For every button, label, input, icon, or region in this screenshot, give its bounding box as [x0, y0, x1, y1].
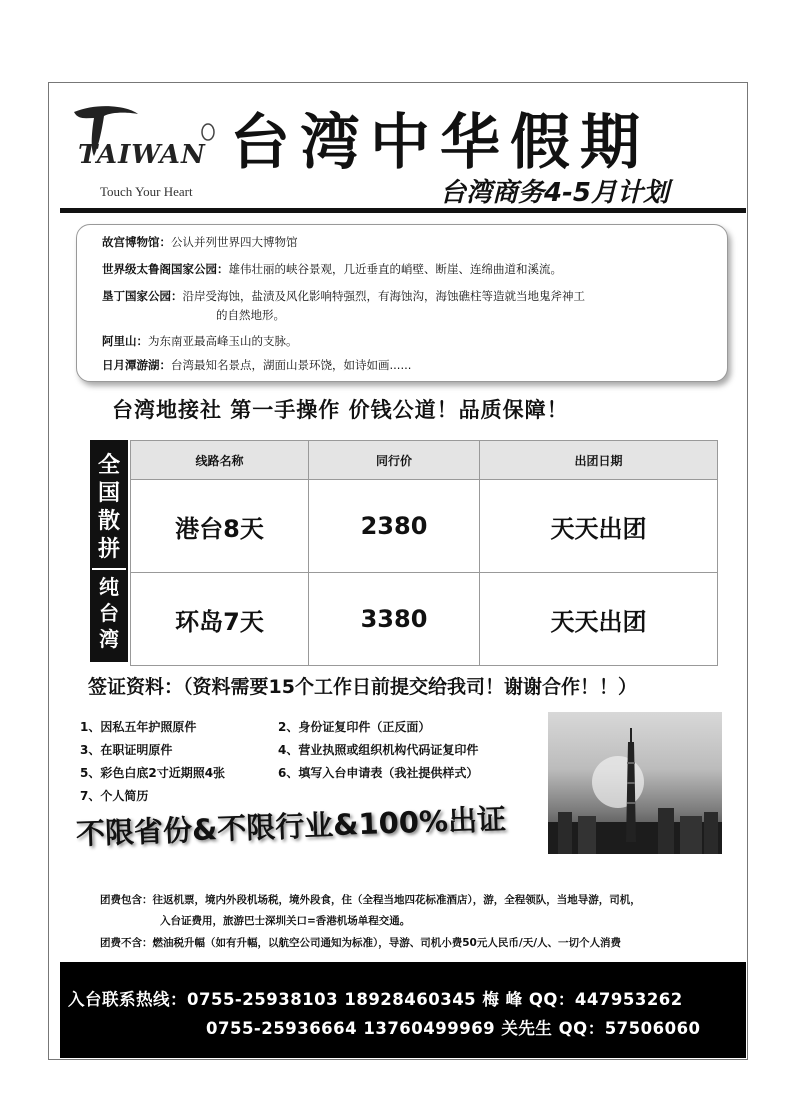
route-name: 环岛7天 — [131, 573, 309, 666]
column-header: 同行价 — [309, 441, 480, 480]
visa-item: 6、填写入台申请表（我社提供样式） — [278, 766, 479, 780]
route-name: 港台8天 — [131, 480, 309, 573]
contact-label: 入台联系热线： — [68, 990, 187, 1009]
attraction-desc: 为东南亚最高峰玉山的支脉。 — [148, 334, 298, 348]
visa-item: 3、在职证明原件 — [80, 743, 173, 757]
route-date: 天天出团 — [480, 480, 718, 573]
logo-tagline: Touch Your Heart — [100, 184, 193, 199]
visa-item: 7、个人简历 — [80, 789, 149, 803]
fee-include-text: 往返机票，境内外段机场税，境外段食，住（全程当地四花标准酒店），游，全程领队，当地导游，司机， — [152, 894, 641, 906]
column-header: 出团日期 — [480, 441, 718, 480]
slogan: 台湾地接社 第一手操作 价钱公道！品质保障！ — [112, 398, 569, 422]
taipei-101-photo — [548, 712, 722, 854]
contact-line-1 — [68, 986, 683, 1010]
visa-item: 4、营业执照或组织机构代码证复印件 — [278, 743, 479, 757]
fee-exclude — [100, 935, 621, 950]
attraction-desc-cont: 的自然地形。 — [216, 308, 285, 322]
attraction-name: 垦丁国家公园： — [102, 289, 183, 303]
visa-item: 1、因私五年护照原件 — [80, 720, 197, 734]
attraction-name: 故宫博物馆： — [102, 235, 171, 249]
attraction-desc: 沿岸受海蚀，盐渍及风化影响特强烈，有海蚀沟，海蚀礁柱等造就当地鬼斧神工 — [182, 289, 585, 303]
attraction-name: 阿里山： — [102, 334, 148, 348]
route-price: 3380 — [309, 573, 480, 666]
fee-exclude-label: 团费不含： — [100, 937, 153, 949]
attraction-desc: 台湾最知名景点，湖面山景环饶，如诗如画...... — [171, 358, 412, 372]
city-skyline-icon — [548, 712, 722, 854]
attraction-item — [102, 333, 298, 349]
visa-title: 签证资料：（资料需要15个工作日前提交给我司！谢谢合作！！） — [88, 676, 637, 698]
table-row — [131, 480, 718, 573]
route-table — [130, 440, 718, 666]
contact-phone-1: 0755-25938103 18928460345 梅 峰 QQ：447953262 — [187, 990, 683, 1009]
guarantee-slogan: 不限省份&不限行业&100%出证 — [75, 801, 507, 851]
attraction-item — [102, 288, 585, 304]
column-header: 线路名称 — [131, 441, 309, 480]
attraction-name: 世界级太鲁阁国家公园： — [102, 262, 229, 276]
side-label-top: 全国散拼 — [97, 453, 120, 562]
page-title: 台湾中华假期 — [230, 108, 650, 178]
attraction-desc: 雄伟壮丽的峡谷景观，几近垂直的峭壁、断崖、连绵曲道和溪流。 — [228, 262, 562, 276]
contact-bar — [60, 962, 746, 1058]
fee-include-label: 团费包含： — [100, 894, 153, 906]
header-divider — [60, 208, 746, 213]
attraction-desc: 公认并列世界四大博物馆 — [171, 235, 298, 249]
table-row — [131, 573, 718, 666]
attraction-name: 日月潭游湖： — [102, 358, 171, 372]
contact-phone-2: 0755-25936664 13760499969 关先生 QQ：57506060 — [206, 1019, 701, 1038]
attraction-item — [102, 261, 562, 277]
route-price: 2380 — [309, 480, 480, 573]
fee-include-cont: 入台证费用，旅游巴士深圳关口=香港机场单程交通。 — [160, 915, 411, 927]
attraction-item — [102, 234, 298, 250]
route-date: 天天出团 — [480, 573, 718, 666]
visa-item: 2、身份证复印件（正反面） — [278, 720, 431, 734]
visa-item: 5、彩色白底2寸近期照4张 — [80, 766, 226, 780]
side-label-bottom: 纯台湾 — [99, 575, 119, 651]
fee-exclude-text: 燃油税升幅（如有升幅，以航空公司通知为标准），导游、司机小费50元人民币/天/人、一切个人消费 — [152, 937, 622, 949]
side-label-divider — [92, 568, 126, 570]
logo-wordmark: TAIWAN — [78, 140, 206, 170]
attraction-item — [102, 357, 411, 373]
fee-include — [100, 892, 641, 907]
page-subtitle: 台湾商务4-5月计划 — [440, 178, 669, 208]
